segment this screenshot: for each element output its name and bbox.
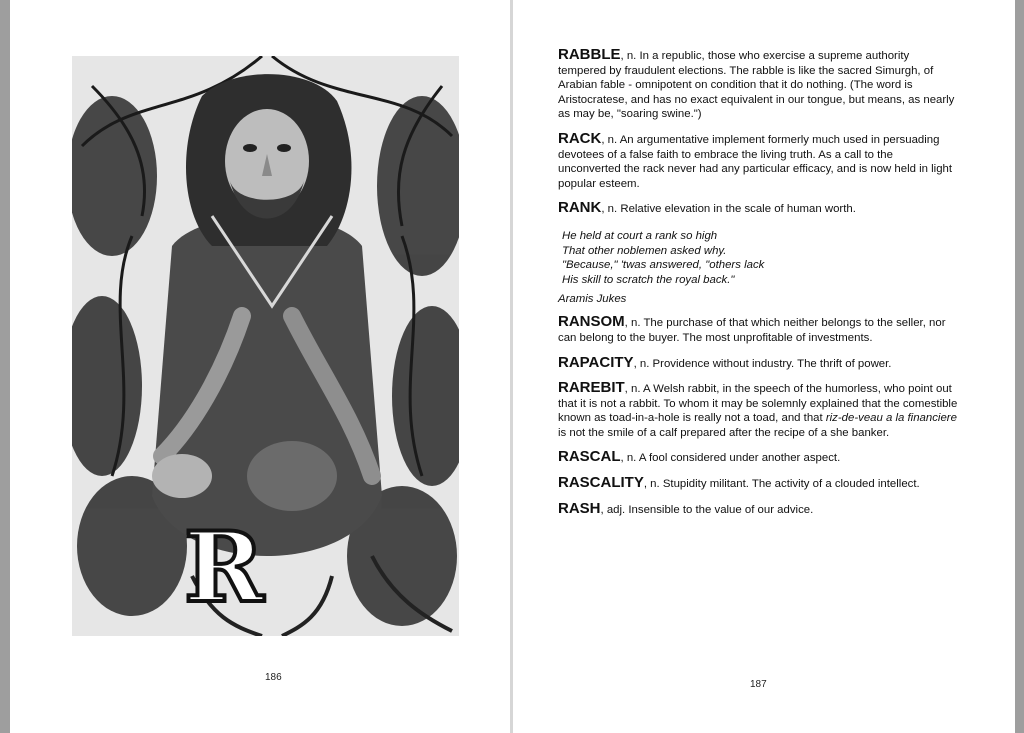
headword: RASCALITY (558, 474, 644, 492)
entry-rash (558, 499, 958, 518)
headword: RAPACITY (558, 353, 634, 371)
page-number-right: 187 (750, 679, 767, 690)
headword: RASCAL (558, 448, 621, 466)
definition: , n. A fool considered under another aspect. (620, 452, 841, 465)
entry-ransom (558, 315, 958, 345)
verse-line: He held at court a rank so high (562, 229, 718, 242)
definition-italic: riz-de-veau a la financiere (825, 412, 957, 425)
dictionary-entries (558, 48, 958, 517)
definition: , n. Relative elevation in the scale of human worth. (601, 203, 856, 216)
entry-rascality (558, 476, 958, 492)
verse-line: His skill to scratch the royal back." (562, 273, 735, 286)
headword: RABBLE (558, 46, 621, 63)
definition: , adj. Insensible to the value of our advice. (600, 503, 814, 516)
entry-rabble (558, 48, 958, 122)
entry-rapacity (558, 353, 958, 372)
headword: RANSOM (558, 313, 625, 331)
definition: , n. Providence without industry. The thrift of power. (633, 357, 892, 370)
definition: , n. In a republic, those who exercise a supreme authority tempered by fraudulent elections. The rabble is like the sacred Simurgh, of Arabian fable - omnipotent on condition that it do nothing. (The word is Aristocratese, and has no exact equivalent in our tongue, but means, as nearly as may be, "soaring swine.") (558, 50, 955, 121)
headword: RASH (558, 499, 601, 517)
definition: , n. The purchase of that which neither belongs to the seller, nor can belong to the buyer. The most unprofitable of investments. (558, 317, 946, 344)
left-page (10, 0, 510, 733)
verse-line: "Because," 'twas answered, "others lack (562, 259, 765, 272)
tree-man-illustration (72, 56, 459, 636)
right-page (513, 0, 1015, 733)
verse-block (558, 229, 958, 287)
headword: RANK (558, 199, 602, 217)
headword: RACK (558, 129, 602, 147)
definition: , n. Stupidity militant. The activity of a clouded intellect. (643, 478, 920, 491)
verse-line: That other noblemen asked why. (562, 244, 727, 257)
verse-attribution: Aramis Jukes (558, 293, 627, 306)
entry-rascal (558, 450, 958, 466)
headword: RAREBIT (558, 379, 625, 397)
entry-rarebit (558, 381, 958, 440)
entry-rack (558, 129, 958, 191)
definition-part: is not the smile of a calf prepared after the recipe of a she banker. (558, 426, 890, 439)
entry-rank (558, 201, 958, 217)
definition: , n. An argumentative implement formerly much used in persuading devotees of a false faith to embrace the living truth. As a call to the unconverted the rack never had any particular efficacy, and is now held in light popular esteem. (558, 133, 953, 190)
definition-part: , n. A Welsh rabbit, in the speech of the humorless, who point out that it is not a rabbit. To whom it may be solemnly explained that the comestible known as toad-in-a-hole is really not a toad, and that (558, 383, 958, 425)
drop-cap-letter: R (184, 511, 264, 624)
page-number-left: 186 (265, 672, 282, 683)
